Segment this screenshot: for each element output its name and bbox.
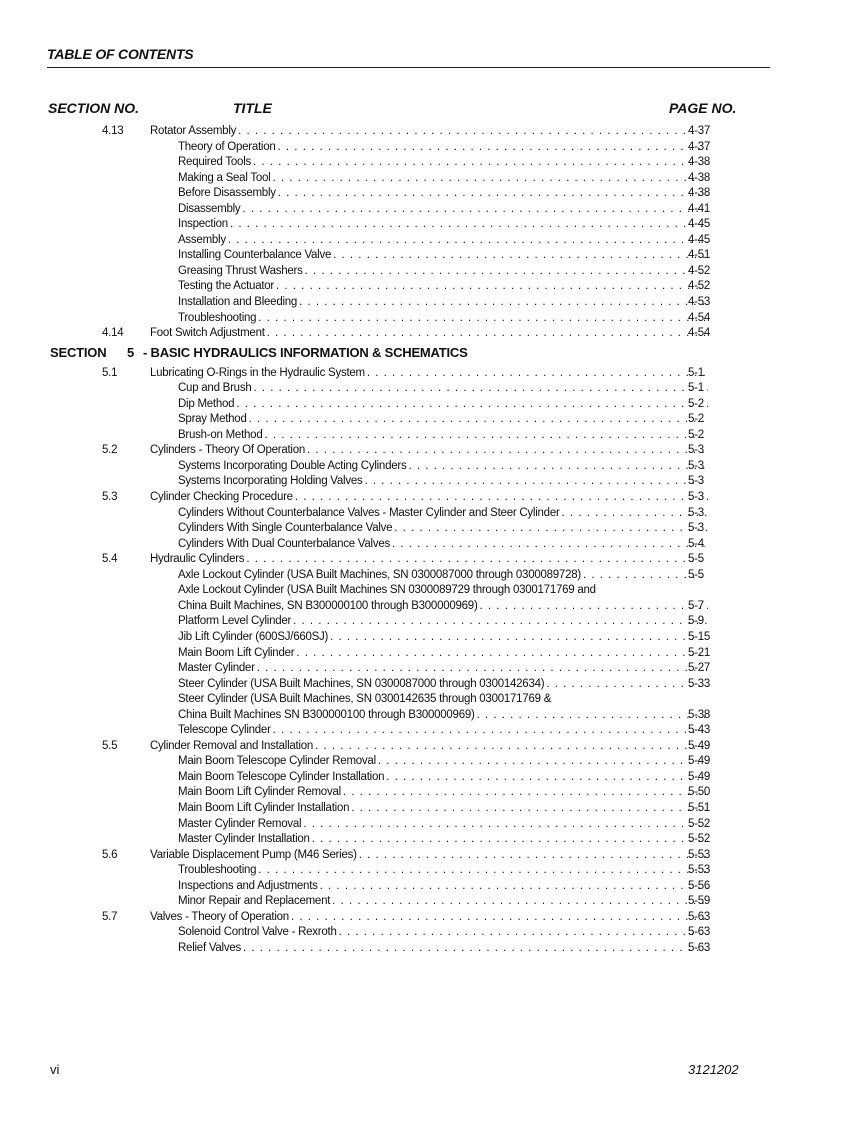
toc-entry-page: 5-63	[688, 941, 711, 954]
toc-entry[interactable]	[0, 646, 866, 662]
toc-entry[interactable]	[0, 863, 866, 879]
toc-entry-page: 5-5	[688, 553, 704, 566]
toc-entry-title: Installation and Bleeding	[178, 296, 298, 309]
dot-leader	[295, 490, 708, 506]
document-number: 3121202	[688, 1062, 739, 1077]
toc-entry[interactable]	[0, 217, 866, 233]
toc-entry-title: Brush-on Method	[178, 428, 263, 441]
toc-entry[interactable]	[0, 124, 866, 140]
toc-block-section-5	[0, 366, 866, 957]
dot-leader	[257, 661, 708, 677]
toc-entry-page: 5-21	[688, 646, 711, 659]
toc-entry-page: 5-63	[688, 910, 711, 923]
toc-entry-page: 5-27	[688, 662, 711, 675]
toc-entry-title: Main Boom Lift Cylinder Removal	[178, 786, 341, 799]
toc-entry-leader	[178, 863, 710, 879]
toc-entry-leader	[178, 521, 710, 537]
section-heading-title: - BASIC HYDRAULICS INFORMATION & SCHEMATICS	[143, 344, 468, 360]
column-header-title: TITLE	[233, 100, 272, 116]
toc-entry-title: Main Boom Telescope Cylinder Removal	[178, 755, 376, 768]
toc-entry-page: 5-2	[688, 397, 704, 410]
toc-entry-title: Cylinders Without Counterbalance Valves - Master Cylinder and Steer Cylinder	[178, 506, 560, 519]
toc-entry-number: 5.3	[102, 491, 118, 504]
toc-entry-title: Inspection	[178, 218, 228, 231]
toc-entry-leader	[178, 568, 710, 584]
dot-leader	[293, 614, 708, 630]
toc-entry[interactable]	[0, 723, 866, 739]
toc-entry-title: Solenoid Control Valve - Rexroth	[178, 926, 337, 939]
toc-entry-leader	[178, 583, 710, 599]
toc-entry[interactable]	[0, 677, 866, 693]
page-header	[47, 46, 770, 68]
toc-entry[interactable]	[0, 754, 866, 770]
dot-leader	[242, 202, 708, 218]
toc-entry-leader	[150, 124, 710, 140]
toc-entry[interactable]	[0, 140, 866, 156]
toc-entry[interactable]	[0, 186, 866, 202]
toc-entry-number: 5.5	[102, 739, 118, 752]
dot-leader	[307, 443, 708, 459]
toc-entry-leader	[150, 910, 710, 926]
dot-leader	[351, 801, 708, 817]
dot-leader	[258, 311, 708, 327]
toc-entry-leader	[178, 217, 710, 233]
page-number: vi	[50, 1062, 60, 1077]
toc-entry[interactable]	[0, 537, 866, 553]
toc-entry-page: 5-50	[688, 786, 711, 799]
dot-leader	[330, 630, 708, 646]
toc-entry-title: Minor Repair and Replacement	[178, 895, 331, 908]
toc-entry-title: Variable Displacement Pump (M46 Series)	[150, 848, 357, 861]
toc-entry-page: 5-3	[688, 475, 704, 488]
dot-leader	[386, 770, 708, 786]
toc-entry[interactable]	[0, 397, 866, 413]
toc-entry[interactable]	[0, 583, 866, 599]
toc-entry-page: 5-2	[688, 413, 704, 426]
toc-entry-leader	[178, 459, 710, 475]
toc-entry-title: Master Cylinder Installation	[178, 833, 310, 846]
toc-entry-leader	[178, 894, 710, 910]
toc-entry[interactable]	[0, 381, 866, 397]
toc-entry[interactable]	[0, 428, 866, 444]
toc-entry-page: 4-37	[688, 140, 711, 153]
dot-leader	[230, 217, 708, 233]
column-header-page-no: PAGE NO.	[669, 100, 737, 116]
toc-entry-leader	[178, 412, 710, 428]
toc-entry-leader	[178, 233, 710, 249]
dot-leader	[320, 879, 708, 895]
dot-leader	[267, 326, 708, 342]
toc-entry-title: Master Cylinder	[178, 662, 255, 675]
toc-entry-leader	[178, 661, 710, 677]
toc-entry[interactable]	[0, 171, 866, 187]
section-heading-label: SECTION	[50, 344, 107, 360]
toc-entry-title: Main Boom Lift Cylinder Installation	[178, 801, 350, 814]
toc-entry-leader	[178, 155, 710, 171]
toc-entry-leader	[178, 754, 710, 770]
toc-entry-title: Axle Lockout Cylinder (USA Built Machines, SN 0300087000 through 0300089728)	[178, 568, 581, 581]
toc-entry-leader	[178, 202, 710, 218]
dot-leader	[236, 397, 708, 413]
toc-entry-leader	[178, 646, 710, 662]
toc-entry-title: Testing the Actuator	[178, 280, 275, 293]
toc-entry-title: Main Boom Telescope Cylinder Installation	[178, 770, 385, 783]
toc-entry-title: Making a Seal Tool	[178, 171, 271, 184]
toc-entry-number: 5.1	[102, 366, 118, 379]
toc-entry-title: Steer Cylinder (USA Built Machines, SN 0300142635 through 0300171769 &	[178, 693, 552, 706]
dot-leader	[299, 295, 708, 311]
toc-entry-title: Main Boom Lift Cylinder	[178, 646, 295, 659]
toc-entry[interactable]	[0, 832, 866, 848]
toc-entry[interactable]	[0, 521, 866, 537]
toc-entry-leader	[178, 186, 710, 202]
dot-leader	[562, 506, 708, 522]
toc-entry-title: Theory of Operation	[178, 140, 276, 153]
toc-entry-leader	[178, 692, 710, 708]
toc-entry[interactable]	[0, 708, 866, 724]
toc-entry[interactable]	[0, 817, 866, 833]
toc-entry-leader	[178, 474, 710, 490]
toc-entry-leader	[178, 614, 710, 630]
toc-entry-leader	[150, 490, 710, 506]
toc-entry-leader	[150, 739, 710, 755]
toc-entry-number: 5.6	[102, 848, 118, 861]
toc-entry-title: Cylinders With Dual Counterbalance Valves	[178, 537, 390, 550]
toc-entry-title: Jib Lift Cylinder (600SJ/660SJ)	[178, 630, 329, 643]
toc-entry-title: Systems Incorporating Double Acting Cylinders	[178, 459, 407, 472]
table-of-contents	[0, 124, 866, 956]
toc-entry-title: Installing Counterbalance Valve	[178, 249, 332, 262]
toc-entry[interactable]	[0, 894, 866, 910]
toc-entry-leader	[178, 770, 710, 786]
toc-entry-page: 5-53	[688, 864, 711, 877]
dot-leader	[359, 848, 708, 864]
toc-entry-page: 5-3	[688, 444, 704, 457]
toc-entry[interactable]	[0, 661, 866, 677]
toc-entry-title: Hydraulic Cylinders	[150, 553, 245, 566]
dot-leader	[378, 754, 708, 770]
toc-entry-title: Disassembly	[178, 202, 241, 215]
toc-entry[interactable]	[0, 801, 866, 817]
toc-entry-title: Valves - Theory of Operation	[150, 910, 289, 923]
toc-entry[interactable]	[0, 925, 866, 941]
dot-leader	[364, 474, 708, 490]
toc-entry-leader	[150, 848, 710, 864]
toc-entry-title: Greasing Thrust Washers	[178, 264, 303, 277]
toc-entry-leader	[178, 599, 710, 615]
dot-leader	[480, 599, 708, 615]
toc-entry-page: 5-49	[688, 770, 711, 783]
dot-leader	[264, 428, 708, 444]
toc-entry[interactable]	[0, 941, 866, 957]
toc-entry-leader	[150, 366, 710, 382]
toc-entry-page: 4-45	[688, 233, 711, 246]
toc-entry-page: 4-54	[688, 311, 711, 324]
dot-leader	[253, 381, 708, 397]
toc-entry-page: 4-37	[688, 125, 711, 137]
toc-entry[interactable]	[0, 692, 866, 708]
dot-leader	[339, 925, 708, 941]
dot-leader	[408, 459, 708, 475]
toc-entry-title: Axle Lockout Cylinder (USA Built Machines SN 0300089729 through 0300171769 and	[178, 584, 596, 597]
toc-entry-page: 5-49	[688, 739, 711, 752]
toc-entry[interactable]	[0, 295, 866, 311]
toc-entry-leader	[178, 817, 710, 833]
section-heading[interactable]	[0, 342, 866, 366]
dot-leader	[253, 155, 708, 171]
column-header-section-no: SECTION NO.	[48, 100, 140, 116]
toc-entry-page: 4-38	[688, 156, 711, 169]
toc-entry-page: 5-5	[688, 568, 704, 581]
toc-entry[interactable]	[0, 848, 866, 864]
toc-entry-leader	[178, 506, 710, 522]
toc-entry[interactable]	[0, 614, 866, 630]
dot-leader	[258, 863, 708, 879]
toc-entry-title: Required Tools	[178, 156, 252, 169]
dot-leader	[546, 677, 708, 693]
toc-entry-title: Telescope Cylinder	[178, 724, 271, 737]
toc-entry-leader	[178, 723, 710, 739]
toc-entry-page: 5-52	[688, 833, 711, 846]
toc-entry-page: 4-54	[688, 327, 711, 340]
toc-entry-title: China Built Machines, SN B300000100 through B300000969)	[178, 599, 478, 612]
dot-leader	[276, 279, 708, 295]
toc-entry[interactable]	[0, 770, 866, 786]
toc-entry-page: 5-1	[688, 382, 704, 395]
toc-entry-title: Systems Incorporating Holding Valves	[178, 475, 363, 488]
toc-entry-page: 5-33	[688, 677, 711, 690]
toc-entry-leader	[178, 832, 710, 848]
toc-entry[interactable]	[0, 490, 866, 506]
toc-entry-leader	[178, 311, 710, 327]
toc-entry-leader	[150, 443, 710, 459]
toc-entry-title: Rotator Assembly	[150, 125, 237, 137]
toc-entry-leader	[178, 248, 710, 264]
toc-entry-page: 5-63	[688, 926, 711, 939]
toc-entry-page: 5-38	[688, 708, 711, 721]
toc-entry-page: 4-53	[688, 296, 711, 309]
toc-entry-page: 4-52	[688, 264, 711, 277]
toc-entry-page: 5-49	[688, 755, 711, 768]
toc-entry-page: 5-52	[688, 817, 711, 830]
toc-entry-title: Inspections and Adjustments	[178, 879, 318, 892]
toc-entry-page: 4-38	[688, 171, 711, 184]
toc-entry-title: Relief Valves	[178, 941, 242, 954]
dot-leader	[367, 366, 708, 382]
dot-leader	[303, 817, 708, 833]
page-title: TABLE OF CONTENTS	[47, 46, 194, 62]
toc-entry-leader	[178, 801, 710, 817]
toc-entry-leader	[178, 941, 710, 957]
toc-entry[interactable]	[0, 459, 866, 475]
toc-entry-title: Cylinder Removal and Installation	[150, 739, 314, 752]
toc-entry-page: 5-59	[688, 895, 711, 908]
toc-entry[interactable]	[0, 506, 866, 522]
toc-entry-number: 4.13	[102, 125, 124, 137]
toc-entry-page: 5-4	[688, 537, 704, 550]
toc-entry-title: Spray Method	[178, 413, 247, 426]
section-heading-number: 5	[127, 344, 135, 360]
toc-entry[interactable]	[0, 910, 866, 926]
toc-entry-title: Assembly	[178, 233, 226, 246]
toc-entry-page: 4-38	[688, 187, 711, 200]
toc-entry-leader	[178, 630, 710, 646]
toc-entry-page: 5-2	[688, 428, 704, 441]
dot-leader	[333, 248, 708, 264]
toc-entry-leader	[150, 552, 710, 568]
dot-leader	[273, 723, 708, 739]
toc-entry-title: Steer Cylinder (USA Built Machines, SN 0300087000 through 0300142634)	[178, 677, 545, 690]
toc-entry-number: 5.2	[102, 444, 118, 457]
dot-leader	[305, 264, 708, 280]
toc-entry-title: Cylinders With Single Counterbalance Valve	[178, 522, 393, 535]
dot-leader	[238, 124, 708, 140]
toc-entry-leader	[178, 925, 710, 941]
dot-leader	[278, 140, 708, 156]
toc-entry[interactable]	[0, 879, 866, 895]
toc-entry-page: 4-51	[688, 249, 711, 262]
toc-entry-page: 5-3	[688, 506, 704, 519]
toc-entry[interactable]	[0, 412, 866, 428]
toc-entry-leader	[150, 326, 710, 342]
toc-entry-page: 5-43	[688, 724, 711, 737]
toc-entry-leader	[178, 428, 710, 444]
toc-entry[interactable]	[0, 326, 866, 342]
toc-entry[interactable]	[0, 202, 866, 218]
toc-entry-leader	[178, 879, 710, 895]
dot-leader	[243, 941, 708, 957]
toc-entry-page: 5-56	[688, 879, 711, 892]
toc-entry[interactable]	[0, 599, 866, 615]
toc-entry-leader	[178, 381, 710, 397]
toc-entry[interactable]	[0, 568, 866, 584]
dot-leader	[312, 832, 708, 848]
dot-leader	[228, 233, 708, 249]
dot-leader	[291, 910, 708, 926]
dot-leader	[246, 552, 708, 568]
toc-entry[interactable]	[0, 474, 866, 490]
toc-entry[interactable]	[0, 552, 866, 568]
toc-entry-leader	[178, 708, 710, 724]
toc-block-section-4	[0, 124, 866, 342]
toc-entry-number: 5.4	[102, 553, 118, 566]
dot-leader	[249, 412, 708, 428]
toc-entry-page: 5-9	[688, 615, 704, 628]
dot-leader	[477, 708, 708, 724]
toc-entry-title: Cup and Brush	[178, 382, 252, 395]
toc-entry-page: 4-52	[688, 280, 711, 293]
toc-entry-title: China Built Machines SN B300000100 through B300000969)	[178, 708, 475, 721]
toc-entry[interactable]	[0, 739, 866, 755]
toc-entry-leader	[178, 279, 710, 295]
toc-entry-title: Platform Level Cylinder	[178, 615, 292, 628]
toc-entry[interactable]	[0, 248, 866, 264]
toc-entry-title: Foot Switch Adjustment	[150, 327, 265, 340]
toc-entry[interactable]	[0, 233, 866, 249]
dot-leader	[392, 537, 708, 553]
dot-leader	[315, 739, 708, 755]
dot-leader	[343, 785, 708, 801]
dot-leader	[278, 186, 708, 202]
toc-entry-title: Cylinders - Theory Of Operation	[150, 444, 306, 457]
toc-entry-page: 5-7	[688, 599, 704, 612]
toc-entry-number: 5.7	[102, 910, 118, 923]
toc-entry-title: Troubleshooting	[178, 864, 257, 877]
toc-entry[interactable]	[0, 264, 866, 280]
toc-entry-title: Master Cylinder Removal	[178, 817, 302, 830]
toc-entry-leader	[178, 397, 710, 413]
toc-entry-page: 5-3	[688, 459, 704, 472]
toc-entry-leader	[178, 171, 710, 187]
toc-entry-page: 5-3	[688, 491, 704, 504]
toc-entry-title: Troubleshooting	[178, 311, 257, 324]
toc-entry-leader	[178, 140, 710, 156]
toc-entry[interactable]	[0, 443, 866, 459]
toc-entry-leader	[178, 264, 710, 280]
toc-entry-page: 5-1	[688, 366, 704, 379]
toc-entry-leader	[178, 295, 710, 311]
toc-entry[interactable]	[0, 785, 866, 801]
toc-entry-page: 5-15	[688, 630, 711, 643]
toc-entry-title: Dip Method	[178, 397, 235, 410]
toc-entry-number: 4.14	[102, 327, 124, 340]
toc-entry-title: Before Disassembly	[178, 187, 276, 200]
toc-entry-page: 5-3	[688, 522, 704, 535]
toc-entry[interactable]	[0, 366, 866, 382]
toc-entry-leader	[178, 537, 710, 553]
toc-entry-title: Lubricating O-Rings in the Hydraulic System	[150, 366, 365, 379]
dot-leader	[296, 646, 708, 662]
toc-entry-page: 4-41	[688, 202, 711, 215]
toc-entry-leader	[178, 677, 710, 693]
toc-entry-leader	[178, 785, 710, 801]
toc-entry[interactable]	[0, 311, 866, 327]
toc-entry-page: 4-45	[688, 218, 711, 231]
toc-entry-page: 5-51	[688, 801, 711, 814]
toc-entry[interactable]	[0, 630, 866, 646]
toc-entry[interactable]	[0, 155, 866, 171]
toc-entry-page: 5-53	[688, 848, 711, 861]
toc-entry-title: Cylinder Checking Procedure	[150, 491, 293, 504]
dot-leader	[272, 171, 708, 187]
toc-entry[interactable]	[0, 279, 866, 295]
dot-leader	[332, 894, 708, 910]
dot-leader	[394, 521, 708, 537]
